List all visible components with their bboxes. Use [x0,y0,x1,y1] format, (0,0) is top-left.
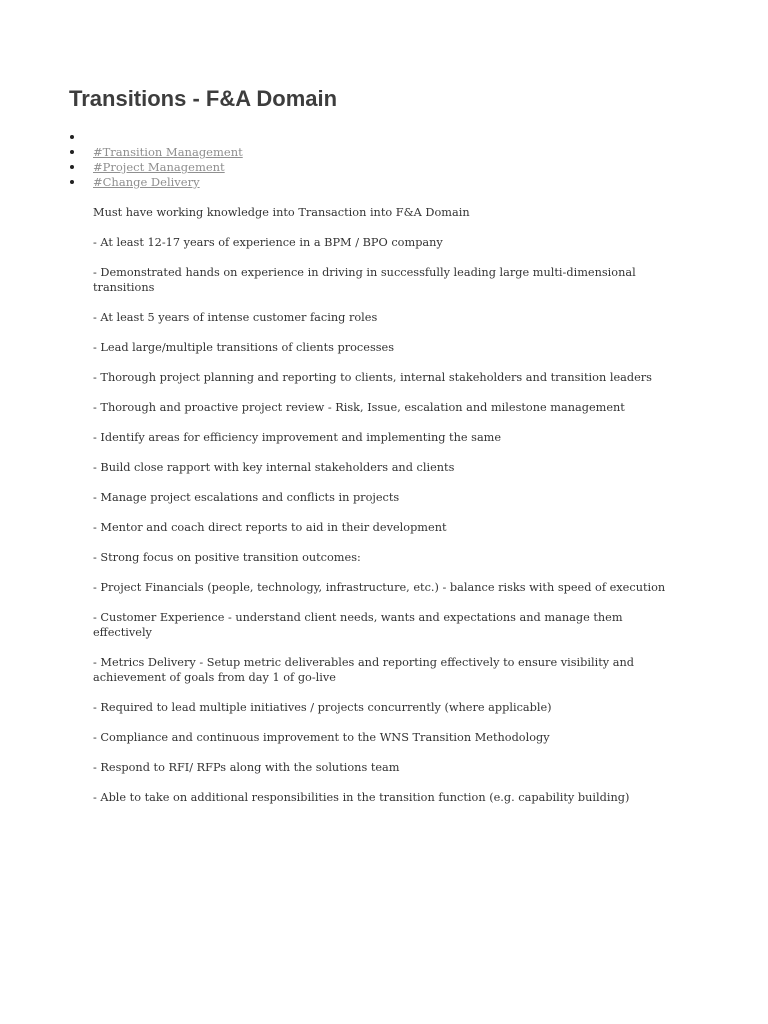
requirement-item: - Thorough and proactive project review - Risk, Issue, escalation and milestone management [93,401,625,414]
tag-list [69,130,243,190]
requirement-item: - Mentor and coach direct reports to aid in their development [93,521,447,534]
bullet-icon [70,180,74,184]
requirement-item: - Build close rapport with key internal stakeholders and clients [93,461,455,474]
tag-link-change-delivery[interactable]: #Change Delivery [93,175,200,189]
requirement-item: - Manage project escalations and conflicts in projects [93,491,400,504]
requirement-item: - Customer Experience - understand client needs, wants and expectations and manage them effectively [93,611,623,639]
requirement-item: - Required to lead multiple initiatives / projects concurrently (where applicable) [93,701,552,714]
tag-link-transition-management[interactable]: #Transition Management [93,145,243,159]
requirement-item: - Able to take on additional responsibilities in the transition function (e.g. capability building) [93,791,630,804]
requirement-item: - Strong focus on positive transition outcomes: [93,551,361,564]
bullet-icon [70,150,74,154]
page-title: Transitions - F&A Domain [69,86,338,111]
requirement-item: - At least 12-17 years of experience in a BPM / BPO company [93,236,443,249]
requirement-item: - Compliance and continuous improvement to the WNS Transition Methodology [93,731,550,744]
job-description [93,205,683,820]
requirement-item: - Respond to RFI/ RFPs along with the solutions team [93,761,400,774]
requirement-item: - Metrics Delivery - Setup metric deliverables and reporting effectively to ensure visibility and achievement of goals from day 1 of go-live [93,656,634,684]
requirement-item: - Identify areas for efficiency improvement and implementing the same [93,431,502,444]
tag-link-project-management[interactable]: #Project Management [93,160,225,174]
tag-item-change-delivery [69,175,243,190]
requirement-item: - At least 5 years of intense customer facing roles [93,311,378,324]
tag-item-empty [69,130,243,145]
requirement-item: - Thorough project planning and reporting to clients, internal stakeholders and transition leaders [93,371,652,384]
tag-item-transition-management [69,145,243,160]
tag-item-project-management [69,160,243,175]
bullet-icon [70,165,74,169]
requirement-item: - Project Financials (people, technology, infrastructure, etc.) - balance risks with speed of execution [93,581,666,594]
requirement-item: - Demonstrated hands on experience in driving in successfully leading large multi-dimensional transitions [93,266,636,294]
bullet-icon [70,135,74,139]
intro-paragraph: Must have working knowledge into Transaction into F&A Domain [93,206,470,219]
requirement-item: - Lead large/multiple transitions of clients processes [93,341,395,354]
